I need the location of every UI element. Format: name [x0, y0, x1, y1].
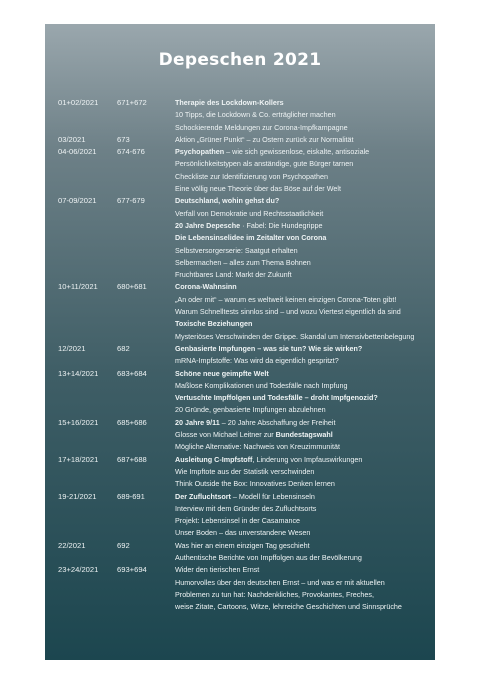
issue-date: 07-09/2021 [58, 196, 97, 206]
list-item [58, 343, 430, 368]
issue-list [58, 97, 430, 613]
list-item [58, 417, 430, 454]
topic-line: Selbermachen – alles zum Thema Bohnen [175, 257, 311, 267]
issue-topics [175, 540, 430, 565]
issue-numbers: 683+684 [117, 368, 147, 378]
page-title: Depeschen 2021 [158, 50, 322, 70]
list-item [58, 281, 430, 342]
issue-date: 12/2021 [58, 343, 86, 353]
topic-line [175, 220, 430, 232]
issue-topics [175, 97, 430, 134]
topic-text-part: – wie sich gewissenlose, eiskalte, antisoziale [224, 147, 370, 157]
topic-headline-part: Bundestagswahl [275, 430, 333, 440]
list-item [58, 454, 430, 491]
issue-topics [175, 343, 430, 368]
issue-topics [175, 564, 430, 613]
topic-line: Mysteriöses Verschwinden der Grippe. Skandal um Intensivbettenbelegung [175, 331, 415, 341]
issue-date: 17+18/2021 [58, 454, 99, 464]
issue-numbers: 674-676 [117, 147, 145, 157]
issue-topics [175, 281, 430, 342]
topic-line [175, 454, 430, 466]
topic-line: Checkliste zur Identifizierung von Psychopathen [175, 171, 329, 181]
topic-line [175, 491, 430, 503]
issue-topics [175, 368, 430, 417]
topic-text-part: – Modell für Lebensinseln [230, 491, 315, 501]
topic-line: Problemen zu tun hat: Nachdenkliches, Provokantes, Freches, [175, 589, 374, 599]
topic-line: Projekt: Lebensinsel in der Casamance [175, 516, 301, 526]
topic-line [175, 417, 430, 429]
topic-headline-part: Psychopathen [175, 147, 225, 157]
topic-headline: Therapie des Lockdown-Kollers [175, 98, 284, 107]
topic-headline: Schöne neue geimpfte Welt [175, 368, 269, 378]
topic-text-part: – 20 Jahre Abschaffung der Freiheit [219, 417, 336, 427]
topic-headline: Vertuschte Impffolgen und Todesfälle – droht Impfgenozid? [175, 393, 378, 403]
issue-numbers: 677-679 [117, 196, 145, 206]
topic-headline: Die Lebensinselidee im Zeitalter von Corona [175, 233, 327, 243]
topic-line: mRNA-Impfstoffe: Was wird da eigentlich gespritzt? [175, 356, 339, 366]
topic-line: Interview mit dem Gründer des Zufluchtsorts [175, 503, 317, 513]
topic-headline: Corona-Wahnsinn [175, 282, 237, 292]
topic-text-part: Glosse von Michael Leitner zur [175, 430, 276, 440]
topic-line: Eine völlig neue Theorie über das Böse auf der Welt [175, 184, 341, 194]
list-item [58, 134, 430, 146]
issue-date: 22/2021 [58, 540, 86, 550]
topic-line: Mögliche Alternative: Nachweis von Kreuzimmunität [175, 442, 340, 452]
issue-numbers: 671+672 [117, 98, 147, 107]
list-item [58, 491, 430, 540]
topic-line: Aktion „Grüner Punkt“ – zu Ostern zurück zur Normalität [175, 134, 354, 144]
content-panel [45, 24, 435, 660]
topic-line: Think Outside the Box: Innovatives Denken lernen [175, 479, 335, 489]
list-item [58, 564, 430, 613]
topic-line: 10 Tipps, die Lockdown & Co. erträglicher machen [175, 110, 336, 120]
issue-date: 10+11/2021 [58, 282, 98, 292]
topic-headline: Toxische Beziehungen [175, 319, 253, 329]
topic-line: Wie Impftote aus der Statistik verschwinden [175, 466, 315, 476]
topic-headline-part: 20 Jahre 9/11 [175, 417, 220, 427]
topic-line: Unser Boden – das unverstandene Wesen [175, 528, 311, 538]
topic-line: „An oder mit“ – warum es weltweit keinen einzigen Corona-Toten gibt! [175, 294, 397, 304]
topic-text-part: , Linderung von Impfauswirkungen [252, 454, 363, 464]
issue-topics [175, 417, 430, 454]
topic-line: Humorvolles über den deutschen Ernst – und was er mit aktuellen [175, 577, 385, 587]
topic-line: weise Zitate, Cartoons, Witze, lehrreiche Geschichten und Sinnsprüche [175, 602, 402, 612]
list-item [58, 540, 430, 565]
list-item [58, 97, 430, 134]
issue-date: 19-21/2021 [58, 491, 97, 501]
topic-line: Schockierende Meldungen zur Corona-Impfkampagne [175, 122, 348, 132]
topic-line: Wider den tierischen Ernst [175, 565, 260, 575]
topic-line: Fruchtbares Land: Markt der Zukunft [175, 270, 292, 280]
topic-line: 20 Gründe, genbasierte Impfungen abzulehnen [175, 405, 326, 415]
issue-date: 13+14/2021 [58, 368, 99, 378]
issue-numbers: 687+688 [117, 454, 147, 464]
list-item [58, 368, 430, 417]
topic-headline-part: Ausleitung C-Impfstoff [175, 454, 253, 464]
topic-headline-part: Der Zufluchtsort [175, 491, 231, 501]
issue-numbers: 682 [117, 343, 130, 353]
topic-line: Persönlichkeitstypen als anständige, gute Bürger tarnen [175, 159, 354, 169]
topic-line: Was hier an einem einzigen Tag geschieht [175, 540, 310, 550]
topic-headline-part: 20 Jahre Depesche [175, 220, 241, 230]
issue-topics [175, 454, 430, 491]
topic-line [175, 146, 430, 158]
topic-text-part: · Fabel: Die Hundegrippe [240, 220, 323, 230]
issue-numbers: 685+686 [117, 417, 147, 427]
issue-numbers: 673 [117, 134, 130, 144]
issue-date: 23+24/2021 [58, 565, 99, 575]
issue-topics [175, 195, 430, 281]
issue-numbers: 693+694 [117, 565, 147, 575]
issue-date: 01+02/2021 [58, 98, 99, 107]
topic-line: Maßlose Komplikationen und Todesfälle nach Impfung [175, 380, 348, 390]
topic-line: Authentische Berichte von Impffolgen aus der Bevölkerung [175, 552, 362, 562]
issue-date: 15+16/2021 [58, 417, 99, 427]
issue-date: 03/2021 [58, 134, 86, 144]
issue-topics [175, 134, 430, 146]
topic-headline: Genbasierte Impfungen – was sie tun? Wie sie wirken? [175, 343, 363, 353]
topic-line: Warum Schnelltests sinnlos sind – und wozu Viertest eigentlich da sind [175, 307, 401, 317]
list-item [58, 195, 430, 281]
topic-line: Verfall von Demokratie und Rechtsstaatlichkeit [175, 208, 324, 218]
topic-line: Selbstversorgerserie: Saatgut erhalten [175, 245, 298, 255]
topic-line [175, 429, 430, 441]
issue-numbers: 680+681 [117, 282, 147, 292]
issue-topics [175, 146, 430, 195]
list-item [58, 146, 430, 195]
topic-headline: Deutschland, wohin gehst du? [175, 196, 280, 206]
issue-date: 04-06/2021 [58, 147, 97, 157]
issue-topics [175, 491, 430, 540]
issue-numbers: 692 [117, 540, 130, 550]
issue-numbers: 689-691 [117, 491, 145, 501]
